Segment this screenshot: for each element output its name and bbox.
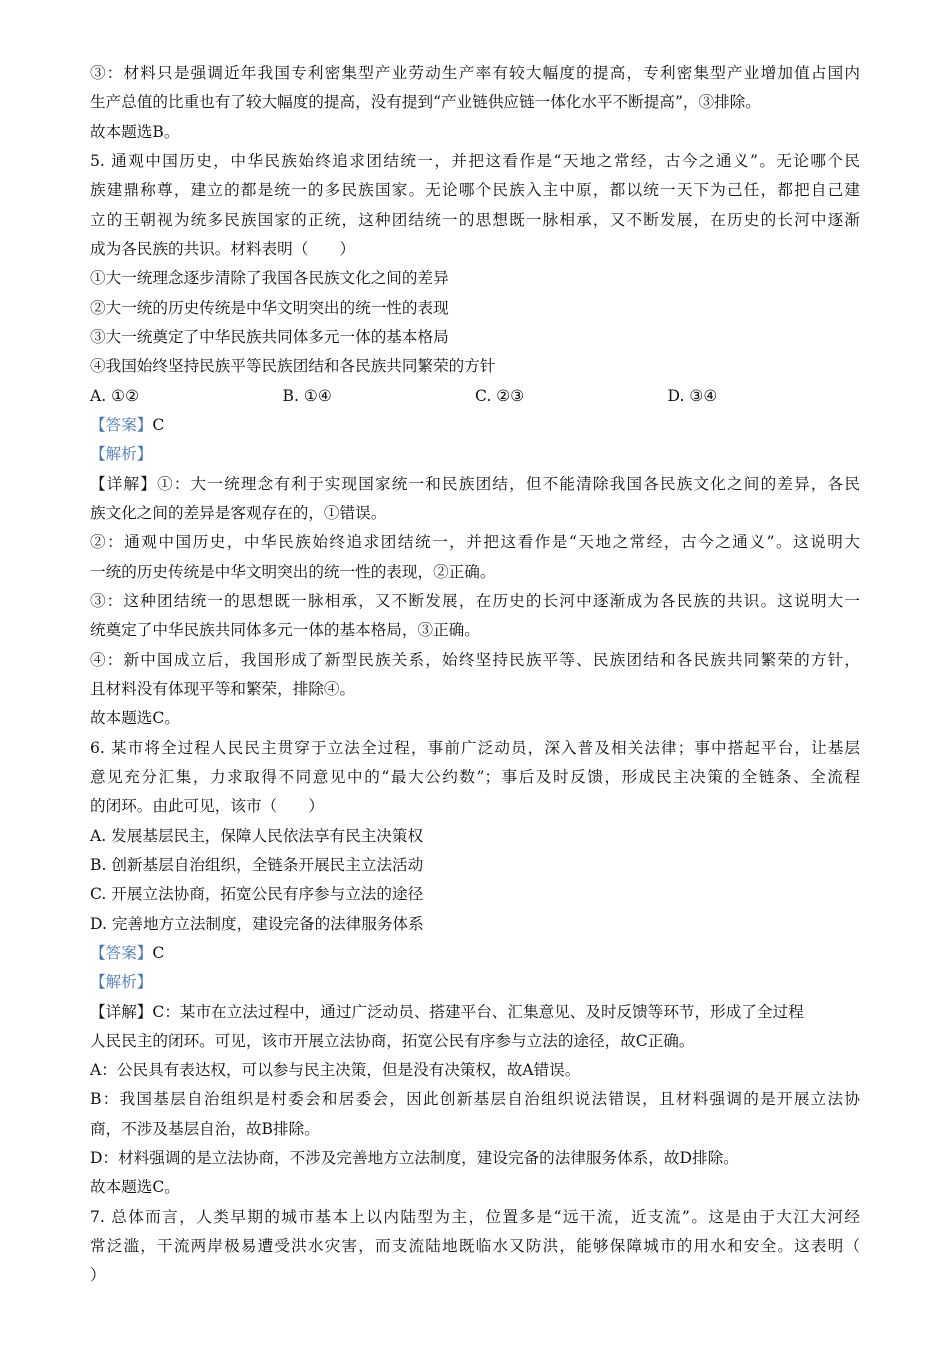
- q4-conclusion: 故本题选B。: [90, 122, 180, 141]
- q5-detail-line: ②：通观中国历史，中华民族始终追求团结统一，并把这看作是“天地之常经，古今之通义”。这说明大: [90, 533, 860, 552]
- q6-analysis-tag: 【解析】: [90, 973, 153, 992]
- document-page: [90, 59, 860, 1291]
- q7-stem-line: ）: [90, 1266, 106, 1285]
- q5-options: [90, 382, 860, 411]
- q6-detail-line: A：公民具有表达权，可以参与民主决策，但是没有决策权，故A错误。: [90, 1061, 581, 1080]
- q5-detail-line: 统奠定了中华民族共同体多元一体的基本格局，③正确。: [90, 621, 480, 640]
- q6-stem-line: 的闭环。由此可见，该市（ ）: [90, 797, 324, 816]
- q5-statement: ②大一统的历史传统是中华文明突出的统一性的表现: [90, 298, 449, 317]
- q6-stem-line: 意见充分汇集，力求取得不同意见中的“最大公约数”；事后及时反馈，形成民主决策的全链条、全流程: [90, 767, 860, 786]
- q6-option-b: B. 创新基层自治组织，全链条开展民主立法活动: [90, 855, 424, 874]
- q4-analysis-line: 生产总值的比重也有了较大幅度的提高，没有提到“产业链供应链一体化水平不断提高”，③排除。: [90, 93, 761, 112]
- q5-answer: [90, 411, 860, 440]
- q5-statement: ③大一统奠定了中华民族共同体多元一体的基本格局: [90, 327, 449, 346]
- q5-detail-line: [90, 470, 860, 499]
- q5-option-c: C. ②③: [475, 386, 525, 405]
- q6-option-a: A. 发展基层民主，保障人民依法享有民主决策权: [90, 826, 424, 845]
- answer-tag: 【答案】: [90, 415, 153, 434]
- q5-detail-line: ④：新中国成立后，我国形成了新型民族关系，始终坚持民族平等、民族团结和各民族共同繁荣的方针，: [90, 650, 860, 669]
- q5-stem-line: 族建鼎称尊，建立的都是统一的多民族国家。无论哪个民族入主中原，都以统一天下为己任，都把自己建: [90, 181, 860, 200]
- q6-option-d: D. 完善地方立法制度，建设完备的法律服务体系: [90, 914, 424, 933]
- q5-option-d: D. ③④: [667, 386, 718, 405]
- answer-value: C: [152, 415, 165, 434]
- detail-text: C：某市在立法过程中，通过广泛动员、搭建平台、汇集意见、及时反馈等环节，形成了全过程: [152, 1002, 804, 1021]
- q5-detail-line: 且材料没有体现平等和繁荣，排除④。: [90, 679, 356, 698]
- q7-stem-line: 7. 总体而言，人类早期的城市基本上以内陆型为主，位置多是“远干流，近支流”。这是由于大江大河经: [90, 1207, 860, 1226]
- q6-detail-line: D：材料强调的是立法协商，不涉及完善地方立法制度，建设完备的法律服务体系，故D排除。: [90, 1149, 739, 1168]
- q5-detail-line: 一统的历史传统是中华文明突出的统一性的表现，②正确。: [90, 562, 496, 581]
- q6-detail-line: [90, 998, 860, 1027]
- answer-tag: 【答案】: [90, 943, 153, 962]
- detail-tag: 【详解】: [90, 1002, 153, 1021]
- answer-value: C: [152, 943, 165, 962]
- q6-option-c: C. 开展立法协商，拓宽公民有序参与立法的途径: [90, 885, 424, 904]
- q5-option-a: A. ①②: [90, 386, 140, 405]
- q5-stem-line: 成为各民族的共识。材料表明（ ）: [90, 239, 356, 258]
- detail-text: ①：大一统理念有利于实现国家统一和民族团结，但不能清除我国各民族文化之间的差异，各民: [157, 474, 860, 493]
- q5-conclusion: 故本题选C。: [90, 709, 180, 728]
- q6-conclusion: 故本题选C。: [90, 1178, 180, 1197]
- q6-detail-line: 商，不涉及基层自治，故B排除。: [90, 1119, 320, 1138]
- q5-stem-line: 立的王朝视为统多民族国家的正统，这种团结统一的思想既一脉相承，又不断发展，在历史的长河中逐渐: [90, 210, 860, 229]
- q5-analysis-tag: 【解析】: [90, 445, 153, 464]
- q5-stem-line: 5. 通观中国历史，中华民族始终追求团结统一，并把这看作是“天地之常经，古今之通义”。无论哪个民: [90, 151, 860, 170]
- detail-tag: 【详解】: [90, 474, 158, 493]
- q5-detail-line: 族文化之间的差异是客观存在的，①错误。: [90, 503, 387, 522]
- q6-answer: [90, 939, 860, 968]
- q7-stem-line: 常泛滥，干流两岸极易遭受洪水灾害，而支流陆地既临水又防洪，能够保障城市的用水和安全。这表明（: [90, 1237, 860, 1256]
- q5-detail-line: ③：这种团结统一的思想既一脉相承，又不断发展，在历史的长河中逐渐成为各民族的共识。这说明大一: [90, 591, 860, 610]
- q6-stem-line: 6. 某市将全过程人民民主贯穿于立法全过程，事前广泛动员，深入普及相关法律；事中搭起平台，让基层: [90, 738, 860, 757]
- q5-option-b: B. ①④: [282, 386, 332, 405]
- q6-detail-line: 人民民主的闭环。可见，该市开展立法协商，拓宽公民有序参与立法的途径，故C正确。: [90, 1031, 695, 1050]
- q5-statement: ④我国始终坚持民族平等民族团结和各民族共同繁荣的方针: [90, 357, 496, 376]
- q4-analysis-line: ③：材料只是强调近年我国专利密集型产业劳动生产率有较大幅度的提高，专利密集型产业增加值占国内: [90, 64, 860, 82]
- q6-detail-line: B：我国基层自治组织是村委会和居委会，因此创新基层自治组织说法错误，且材料强调的是开展立法协: [90, 1090, 860, 1109]
- q5-statement: ①大一统理念逐步清除了我国各民族文化之间的差异: [90, 269, 449, 288]
